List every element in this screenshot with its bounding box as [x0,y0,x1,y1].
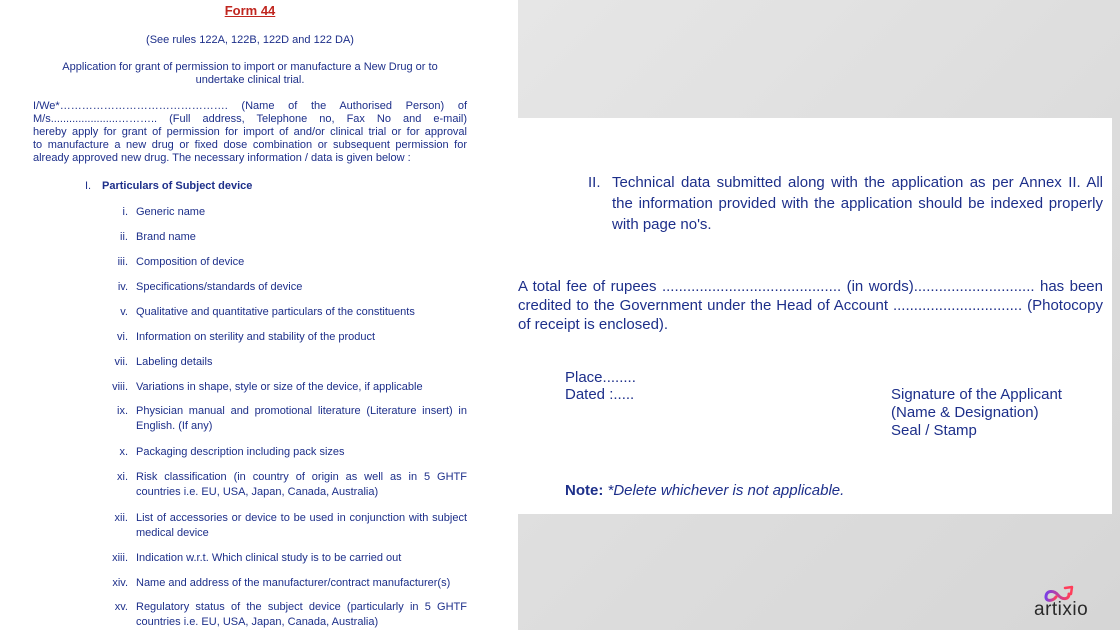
section-heading [85,180,252,192]
section-number: I. [85,180,92,192]
list-item-number: vii. [114,356,128,368]
list-item-number: viii. [112,381,128,393]
list-item-text: Indication w.r.t. Which clinical study is to be carried out [136,552,402,564]
list-item-number: ix. [117,405,128,417]
note [565,482,844,499]
rules-reference: (See rules 122A, 122B, 122D and 122 DA) [146,34,354,46]
list-item-text: Risk classification (in country of origin as well as in 5 GHTF countries i.e. EU, USA, Japan, Canada, Australia) [136,471,467,498]
intro-line: M/s......................……….. (Full address, Telephone no, Fax No and e-mail) [33,113,467,125]
artixio-logo [1034,585,1114,625]
section-number: II. [588,174,601,191]
application-title-line: Application for grant of permission to import or manufacture a New Drug or to [62,61,438,73]
application-title [40,61,460,87]
designation-line: (Name & Designation) [891,404,1039,421]
list-item-number: vi. [117,331,128,343]
place-dated-block [565,369,636,403]
list-item-number: x. [119,446,128,458]
fee-paragraph: A total fee of rupees ........................................... (in words)............................. has been credited to the Government under the Head of Account ............................... (Photocopy of receipt is enclosed). [518,278,1103,333]
list-item-number: xv. [114,601,128,613]
list-item-text: Name and address of the manufacturer/contract manufacturer(s) [136,577,451,589]
list-item-number: xi. [117,471,128,483]
seal-line: Seal / Stamp [891,422,977,439]
list-item-number: xiii. [112,552,128,564]
list-item-number: ii. [120,231,128,243]
logo-wordmark: artixio [1034,599,1089,620]
application-title-line: undertake clinical trial. [195,74,305,86]
intro-line: already approved new drug. The necessary information / data is given below : [33,152,411,164]
form-page-1 [0,0,518,630]
intro-paragraph [33,100,467,165]
list-item-text: Qualitative and quantitative particulars of the constituents [136,306,415,318]
signature-block [891,386,1062,440]
list-item-text: Variations in shape, style or size of the device, if applicable [136,381,423,393]
intro-line: hereby apply for grant of permission for import of and/or clinical trial or for approval [33,126,467,138]
list-item-text: Generic name [136,206,206,218]
list-item-text: Composition of device [136,256,245,268]
note-text: *Delete whichever is not applicable. [607,482,845,499]
intro-line: I/We*………………………………………. (Name of the Authorised Person) of [33,100,467,112]
place-field: Place........ [565,369,636,386]
intro-line: to manufacture a new drug or fixed dose combination or subsequent permission for [33,139,467,151]
list-item-number: v. [120,306,128,318]
list-item-text: Information on sterility and stability of the product [136,331,376,343]
signature-line: Signature of the Applicant [891,386,1062,403]
list-item-number: iii. [117,256,128,268]
section-title: Particulars of Subject device [102,180,253,192]
list-item-text: Regulatory status of the subject device (particularly in 5 GHTF countries i.e. EU, USA, Japan, Canada, Australia) [136,601,467,628]
list-item-text: Brand name [136,231,196,243]
list-item-number: xii. [114,512,128,524]
list-item-text: Packaging description including pack sizes [136,446,345,458]
list-item-text: List of accessories or device to be used in conjunction with subject medical device [136,512,467,539]
form-page-2 [518,118,1112,514]
note-label: Note: [565,482,604,499]
list-item-text: Specifications/standards of device [136,281,303,293]
list-item-text: Labeling details [136,356,213,368]
dated-field: Dated :..... [565,386,635,403]
list-item-number: xiv. [112,577,128,589]
list-item-number: iv. [117,281,128,293]
list-item-number: i. [122,206,128,218]
list-item-text: Physician manual and promotional literature (Literature insert) in English. (If any) [136,405,467,432]
form-title: Form 44 [224,3,276,18]
section-text: Technical data submitted along with the application as per Annex II. All the information provided with the application should be indexed properly with page no's. [612,174,1103,233]
